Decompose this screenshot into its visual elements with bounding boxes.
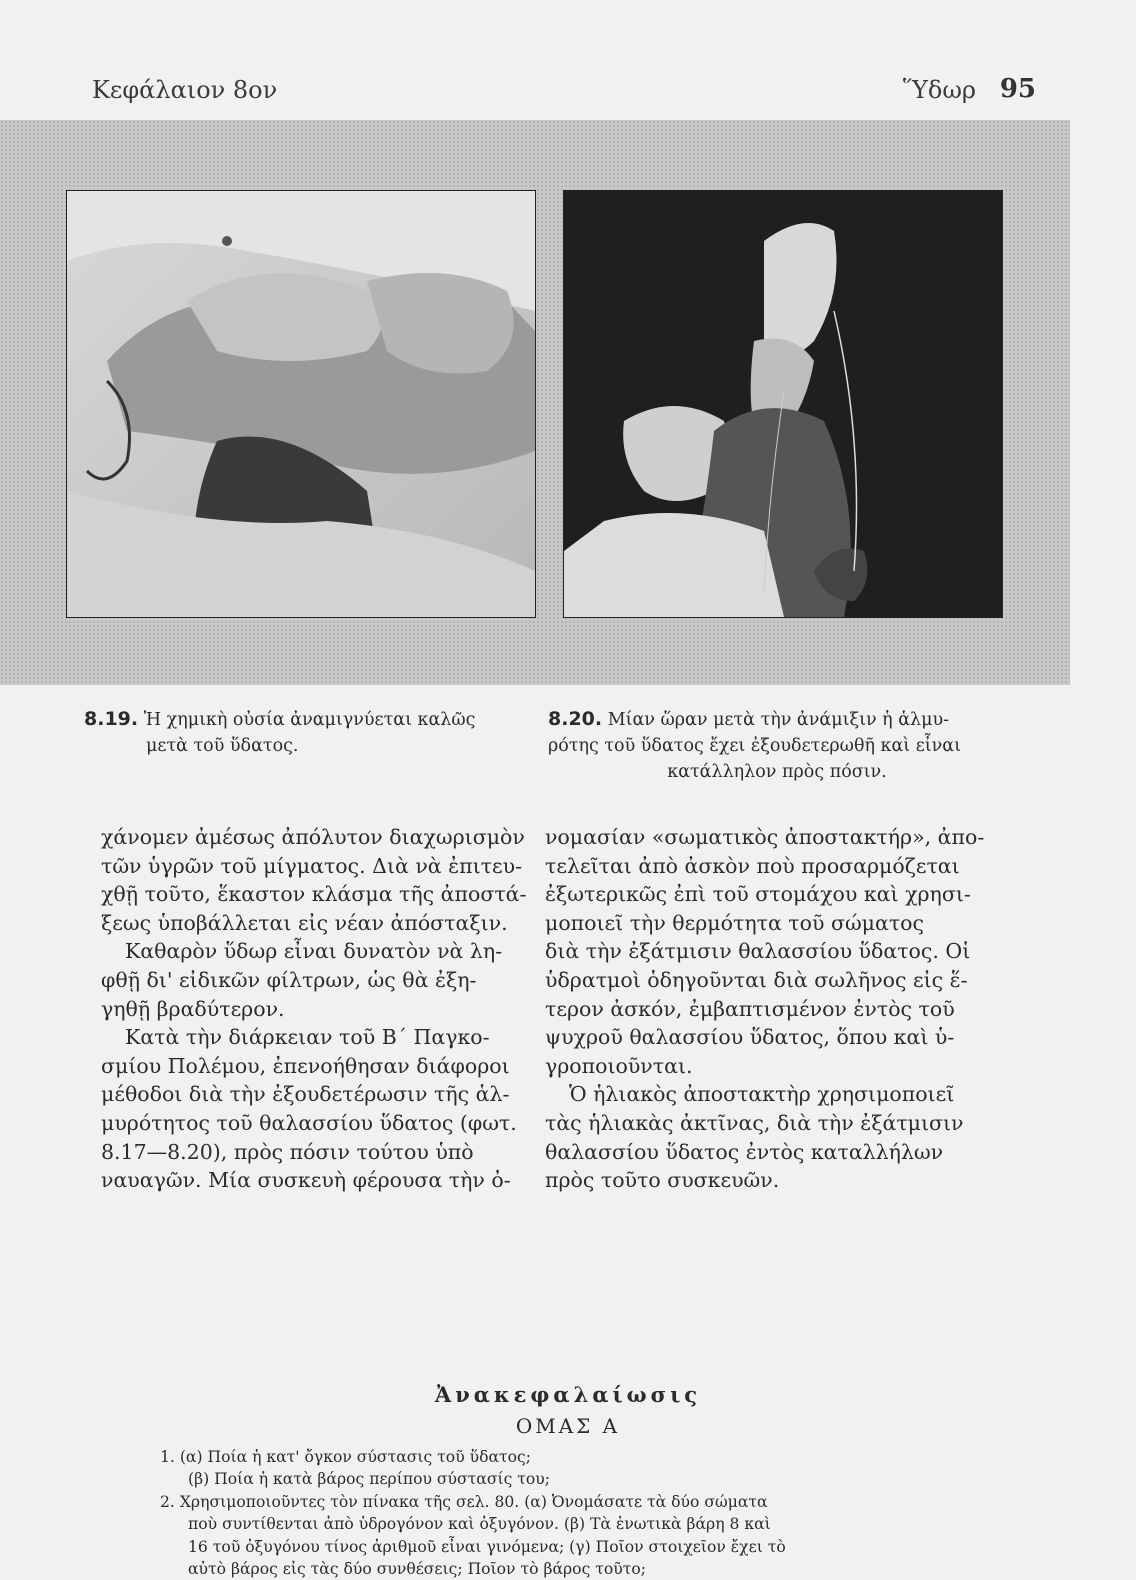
paragraph	[101, 823, 527, 937]
text-line: τὰς ἡλιακὰς ἀκτῖνας, διὰ τὴν ἐξάτμισιν	[545, 1110, 964, 1135]
text-line: πρὸς τοῦτο συσκευῶν.	[545, 1168, 780, 1193]
text-line: τερον ἀσκόν, ἐμβαπτισμένον ἐντὸς τοῦ	[545, 996, 955, 1021]
text-line: 8.17—8.20), πρὸς πόσιν τούτου ὑπὸ	[101, 1139, 474, 1164]
text-line: Κατὰ τὴν διάρκειαν τοῦ Β΄ Παγκο-	[125, 1025, 490, 1050]
running-head: Κεφάλαιον 8ον	[92, 76, 278, 104]
text-line: γηθῇ βραδύτερον.	[101, 996, 285, 1021]
text-line: θαλασσίου ὕδατος ἐντὸς καταλλήλων	[545, 1139, 944, 1164]
text-line: φθῇ δι' εἰδικῶν φίλτρων, ὡς θὰ ἐξη-	[101, 967, 477, 992]
group-heading: ΟΜΑΣ Α	[515, 1414, 621, 1438]
page-number: 95	[999, 74, 1036, 104]
figure-caption	[84, 706, 514, 759]
text-line: Καθαρὸν ὕδωρ εἶναι δυνατὸν νὰ λη-	[125, 939, 503, 964]
question-item: 2. Χρησιμοποιοῦντες τὸν πίνακα τῆς σελ. 80. (α) Ὀνομάσατε τὰ δύο σώματα	[160, 1492, 768, 1511]
text-line: ξεως ὑποβάλλεται εἰς νέαν ἀπόσταξιν.	[101, 910, 508, 935]
text-line: μυρότητος τοῦ θαλασσίου ὕδατος (φωτ.	[101, 1110, 517, 1135]
section-name: Ὕδωρ	[902, 76, 976, 104]
text-line: σμίου Πολέμου, ἐπενοήθησαν διάφοροι	[101, 1053, 510, 1078]
caption-line: Μίαν ὥραν μετὰ τὴν ἀνάμιξιν ἡ ἁλμυ-	[607, 710, 950, 730]
text-line: τῶν ὑγρῶν τοῦ μίγματος. Διὰ νὰ ἐπιτευ-	[101, 853, 523, 878]
paragraph	[101, 1023, 519, 1195]
question-item: (β) Ποία ἡ κατὰ βάρος περίπου σύστασίς του;	[188, 1470, 551, 1489]
text-line: γροποιοῦνται.	[545, 1053, 693, 1078]
photo-mixing-chemical	[66, 190, 536, 618]
text-line: ὑδρατμοὶ ὁδηγοῦνται διὰ σωλῆνος εἰς ἕ-	[545, 967, 968, 992]
figure-number: 8.19.	[84, 708, 139, 730]
page-header	[92, 76, 1036, 110]
text-line: διὰ τὴν ἐξάτμισιν θαλασσίου ὕδατος. Οἱ	[545, 939, 971, 964]
question-item: ποὺ συντίθενται ἀπὸ ὑδρογόνον καὶ ὀξυγόνον. (β) Τὰ ἑνωτικὰ βάρη 8 καὶ	[188, 1515, 771, 1534]
photo-drinking-desalinated-water	[563, 190, 1003, 618]
text-line: μέθοδοι διὰ τὴν ἐξουδετέρωσιν τῆς ἁλ-	[101, 1082, 510, 1107]
caption-line: Ἡ χημικὴ οὐσία ἀναμιγνύεται καλῶς	[143, 710, 476, 730]
text-line: Ὁ ἡλιακὸς ἀποστακτὴρ χρησιμοποιεῖ	[569, 1082, 955, 1107]
summary-heading: Ἀνακεφαλαίωσις	[434, 1382, 702, 1407]
question-item: 1. (α) Ποία ἡ κατ' ὄγκον σύστασις τοῦ ὕδατος;	[160, 1448, 532, 1466]
text-line: χάνομεν ἀμέσως ἀπόλυτον διαχωρισμὸν	[101, 825, 525, 849]
text-line: ψυχροῦ θαλασσίου ὕδατος, ὅπου καὶ ὑ-	[545, 1025, 955, 1050]
text-line: μοποιεῖ τὴν θερμότητα τοῦ σώματος	[545, 910, 924, 935]
text-line: χθῇ τοῦτο, ἕκαστον κλάσμα τῆς ἀποστά-	[101, 882, 527, 907]
figure-number: 8.20.	[548, 708, 603, 730]
question-list	[160, 1446, 920, 1580]
text-line: τελεῖται ἀπὸ ἀσκὸν ποὺ προσαρμόζεται	[545, 853, 960, 878]
caption-line: ρότης τοῦ ὕδατος ἔχει ἐξουδετερωθῆ καὶ εἶναι	[548, 736, 961, 756]
text-line: ἐξωτερικῶς ἐπὶ τοῦ στομάχου καὶ χρησι-	[545, 882, 971, 907]
figure-caption	[548, 706, 1006, 785]
paragraph	[545, 1080, 963, 1194]
question-item: αὐτὸ βάρος εἰς τὰς δύο συνθέσεις; Ποῖον τὸ βάρος τοῦτο;	[188, 1560, 647, 1579]
caption-line: κατάλληλον πρὸς πόσιν.	[667, 762, 887, 782]
question-item: 16 τοῦ ὀξυγόνου τίνος ἀριθμοῦ εἶναι γινόμενα; (γ) Ποῖον στοιχεῖον ἔχει τὸ	[188, 1537, 786, 1556]
body-column-right	[545, 823, 985, 1195]
text-line: νομασίαν «σωματικὸς ἀποστακτήρ», ἀπο-	[545, 825, 985, 849]
paragraph	[545, 823, 985, 1080]
text-line: ναυαγῶν. Μία συσκευὴ φέρουσα τὴν ὀ-	[101, 1168, 511, 1193]
body-column-left	[101, 823, 527, 1195]
paragraph	[101, 937, 519, 1023]
caption-line: μετὰ τοῦ ὕδατος.	[146, 736, 299, 756]
